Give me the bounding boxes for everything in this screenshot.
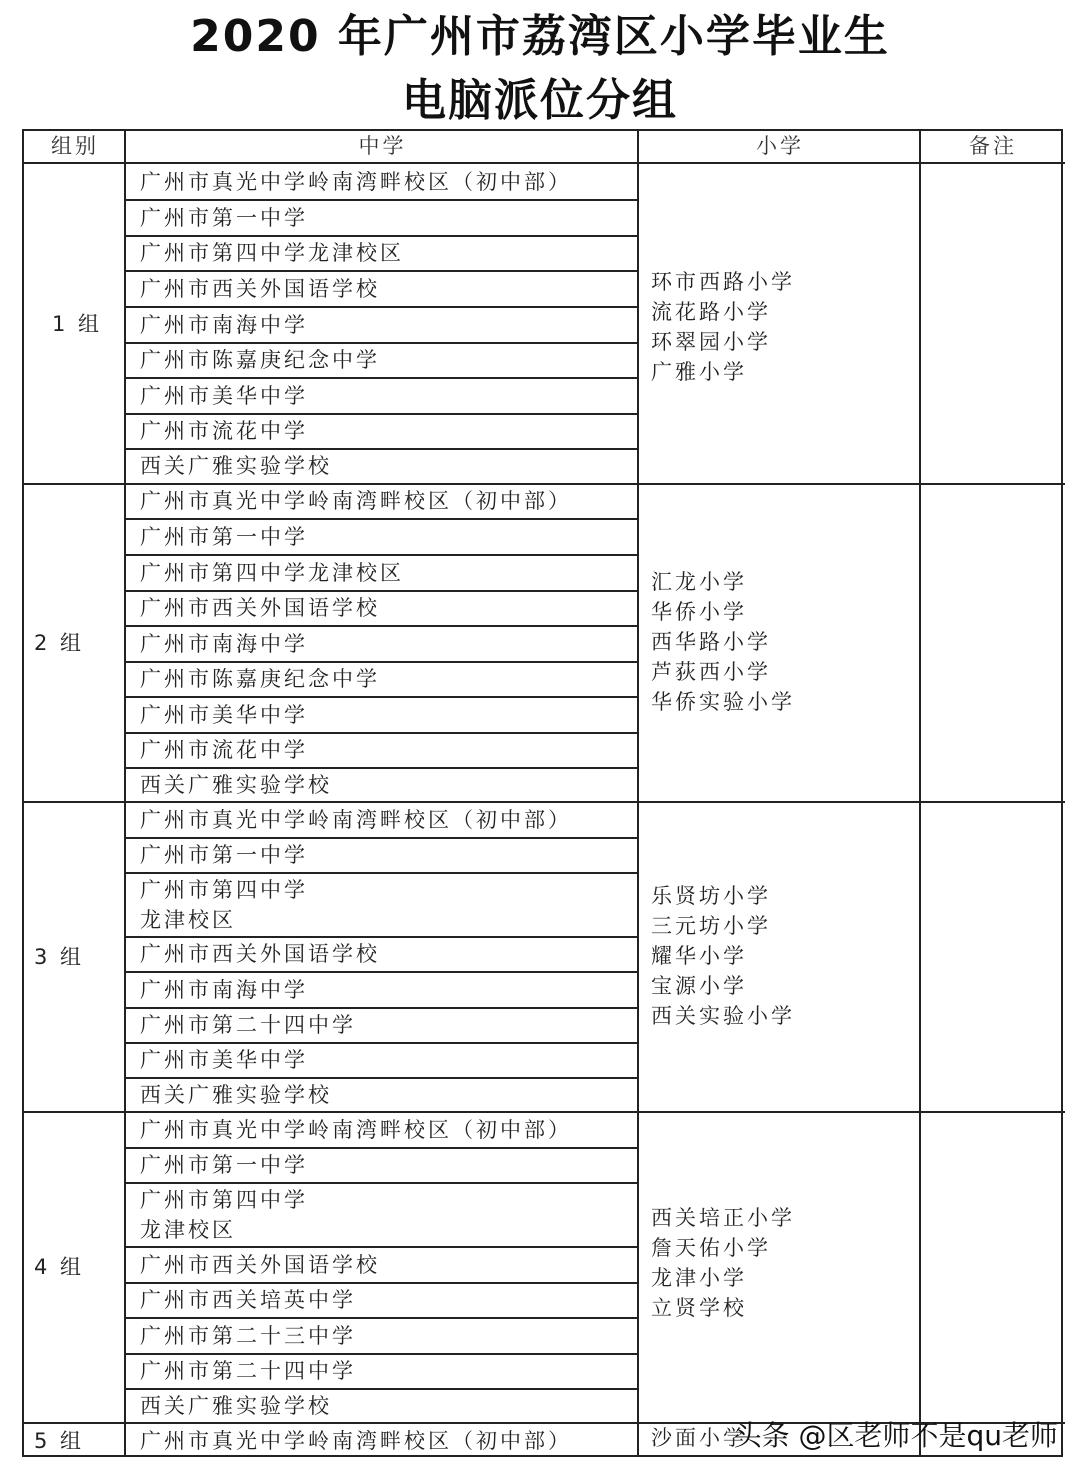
- document-title-line1: 2020 年广州市荔湾区小学毕业生: [190, 11, 890, 62]
- group-label: 1 组: [52, 312, 103, 336]
- middle-school-item: 广州市南海中学: [140, 632, 308, 656]
- primary-school-item: 汇龙小学: [651, 570, 747, 594]
- middle-school-item: 广州市第一中学: [140, 525, 308, 549]
- middle-school-item: 西关广雅实验学校: [140, 1083, 332, 1107]
- middle-school-item: 广州市美华中学: [140, 384, 308, 408]
- middle-school-item: 广州市南海中学: [140, 978, 308, 1002]
- middle-school-item: 广州市真光中学岭南湾畔校区（初中部）: [140, 808, 572, 832]
- middle-school-item: 西关广雅实验学校: [140, 454, 332, 478]
- primary-school-list: [639, 567, 921, 717]
- middle-school-item: 广州市流花中学: [140, 738, 308, 762]
- middle-school-item: 广州市第四中学龙津校区: [140, 241, 404, 265]
- primary-school-item: 立贤学校: [651, 1296, 747, 1320]
- primary-school-item: 华侨小学: [651, 600, 747, 624]
- middle-school-item: 广州市第一中学: [140, 1153, 308, 1177]
- primary-school-list: [639, 1203, 921, 1323]
- group-label: 5 组: [34, 1429, 85, 1453]
- primary-school-item: 三元坊小学: [651, 914, 771, 938]
- middle-school-item: 广州市陈嘉庚纪念中学: [140, 667, 380, 691]
- middle-school-item: 广州市美华中学: [140, 1048, 308, 1072]
- primary-school-item: 詹天佑小学: [651, 1236, 771, 1260]
- middle-school-item: 广州市第四中学 龙津校区: [140, 1188, 308, 1242]
- middle-school-item: 广州市第四中学 龙津校区: [140, 878, 308, 932]
- primary-school-list: [639, 881, 921, 1031]
- middle-school-item: 广州市真光中学岭南湾畔校区（初中部）: [140, 170, 572, 194]
- watermark-text: 头条 @区老师不是qu老师: [733, 1419, 1058, 1452]
- header-middle: 中学: [358, 134, 407, 158]
- group-label: 4 组: [34, 1255, 85, 1279]
- middle-school-item: 广州市第二十四中学: [140, 1013, 356, 1037]
- middle-school-item: 广州市流花中学: [140, 419, 308, 443]
- document-title-line2: 电脑派位分组: [402, 75, 678, 126]
- middle-school-item: 广州市西关外国语学校: [140, 942, 380, 966]
- primary-school-item: 环翠园小学: [651, 330, 771, 354]
- header-primary: 小学: [756, 134, 804, 158]
- header-note: 备注: [969, 134, 1017, 158]
- middle-school-item: 广州市第二十三中学: [140, 1324, 356, 1348]
- middle-school-item: 广州市第一中学: [140, 206, 308, 230]
- primary-school-item: 流花路小学: [651, 300, 771, 324]
- middle-school-item: 广州市真光中学岭南湾畔校区（初中部）: [140, 489, 572, 513]
- header-group: 组别: [51, 134, 99, 158]
- middle-school-item: 广州市西关外国语学校: [140, 1253, 380, 1277]
- primary-school-item: 华侨实验小学: [651, 690, 795, 714]
- primary-school-item: 环市西路小学: [651, 270, 795, 294]
- group-label: 3 组: [34, 945, 85, 969]
- primary-school-item: 宝源小学: [651, 974, 747, 998]
- middle-school-item: 广州市南海中学: [140, 313, 308, 337]
- primary-school-item: 西关培正小学: [651, 1206, 795, 1230]
- middle-school-item: 广州市第二十四中学: [140, 1359, 356, 1383]
- middle-school-item: 广州市美华中学: [140, 703, 308, 727]
- primary-school-item: 龙津小学: [651, 1266, 747, 1290]
- primary-school-item: 乐贤坊小学: [651, 884, 771, 908]
- middle-school-item: 广州市西关培英中学: [140, 1288, 356, 1312]
- middle-school-item: 广州市第一中学: [140, 843, 308, 867]
- middle-school-item: 广州市真光中学岭南湾畔校区（初中部）: [140, 1429, 572, 1453]
- primary-school-item: 广雅小学: [651, 360, 747, 384]
- middle-school-item: 西关广雅实验学校: [140, 773, 332, 797]
- primary-school-item: 耀华小学: [651, 944, 747, 968]
- middle-school-item: 广州市西关外国语学校: [140, 596, 380, 620]
- primary-school-item: 沙面小学: [651, 1426, 747, 1450]
- grouping-table: [22, 129, 1063, 1457]
- primary-school-list: [639, 267, 921, 387]
- group-label: 2 组: [34, 631, 85, 655]
- primary-school-item: 西关实验小学: [651, 1004, 795, 1028]
- middle-school-item: 广州市西关外国语学校: [140, 277, 380, 301]
- middle-school-item: 西关广雅实验学校: [140, 1394, 332, 1418]
- middle-school-item: 广州市真光中学岭南湾畔校区（初中部）: [140, 1118, 572, 1142]
- primary-school-item: 西华路小学: [651, 630, 771, 654]
- middle-school-item: 广州市陈嘉庚纪念中学: [140, 348, 380, 372]
- middle-school-item: 广州市第四中学龙津校区: [140, 561, 404, 585]
- primary-school-item: 芦荻西小学: [651, 660, 771, 684]
